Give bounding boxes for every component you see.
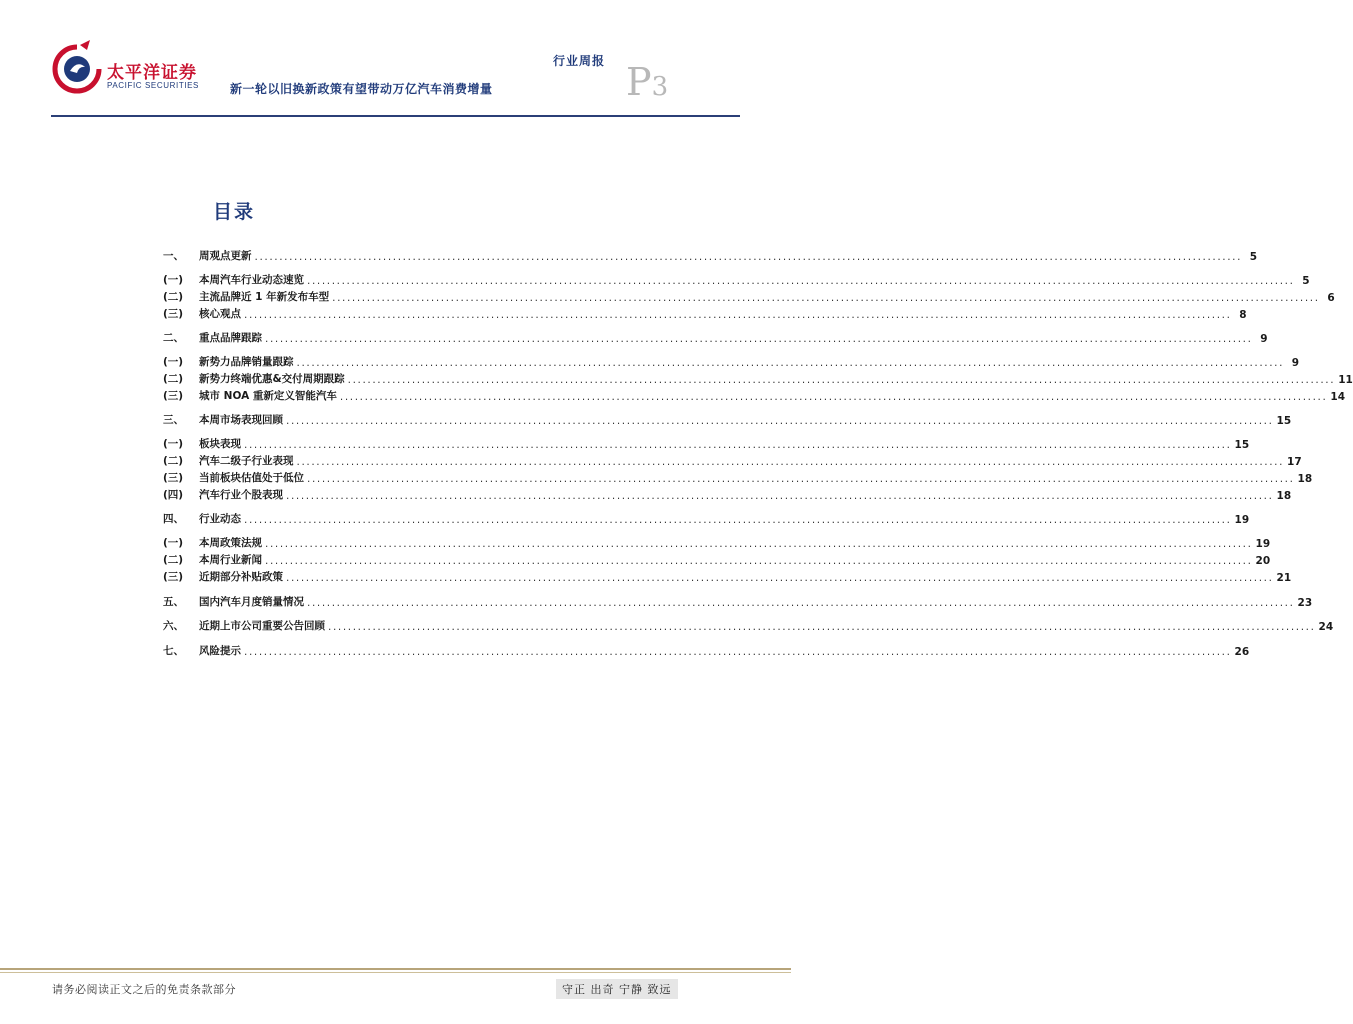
toc-entry-title: 本周市场表现回顾 — [199, 414, 283, 426]
toc-dot-leader: ........................................................................................................................................................................................................ — [286, 490, 1274, 502]
toc-entry-page: 11 — [1338, 374, 1353, 386]
toc-section-link[interactable] — [163, 511, 1250, 526]
toc-dot-leader: ........................................................................................................................................................................................................ — [265, 333, 1253, 345]
toc-entry-title: 周观点更新 — [199, 250, 252, 262]
toc-entry-title: 风险提示 — [199, 645, 241, 657]
toc-entry-page: 9 — [1260, 333, 1268, 345]
toc-entry-number: (二) — [163, 554, 184, 566]
toc-entry-page: 8 — [1239, 309, 1247, 321]
toc-entry-title: 板块表现 — [199, 438, 241, 450]
toc-entry-title: 本周行业新闻 — [199, 554, 262, 566]
toc-entry-page: 14 — [1330, 391, 1346, 403]
toc-subsection-link[interactable] — [163, 487, 1292, 502]
toc-entry-title: 本周政策法规 — [199, 537, 262, 549]
toc-dot-leader: ........................................................................................................................................................................................................ — [296, 357, 1285, 369]
toc-entry-page: 19 — [1255, 538, 1271, 550]
toc-entry-title: 城市 NOA 重新定义智能汽车 — [199, 390, 337, 402]
toc-dot-leader: ........................................................................................................................................................................................................ — [296, 456, 1285, 468]
toc-entry-title: 主流品牌近 1 年新发布车型 — [199, 291, 330, 303]
toc-dot-leader: ........................................................................................................................................................................................................ — [265, 555, 1253, 567]
toc-entry-number: (四) — [163, 489, 184, 501]
toc-subsection-link[interactable] — [163, 272, 1310, 287]
toc-entry-number: (一) — [163, 274, 184, 286]
toc-entry-number: (一) — [163, 537, 184, 549]
page-number — [626, 60, 668, 104]
toc-entry-number: (一) — [163, 356, 184, 368]
footer-divider — [0, 968, 791, 970]
toc-entry-title: 本周汽车行业动态速览 — [199, 274, 304, 286]
toc-entry-number: (三) — [163, 472, 184, 484]
toc-entry-page: 5 — [1302, 275, 1310, 287]
toc-dot-leader: ........................................................................................................................................................................................................ — [307, 597, 1295, 609]
toc-entry-page: 20 — [1255, 555, 1271, 567]
footer-motto: 守正 出奇 宁静 致远 — [556, 979, 678, 999]
toc-entry-number: (一) — [163, 438, 184, 450]
toc-subsection-link[interactable] — [163, 470, 1313, 485]
toc-dot-leader: ........................................................................................................................................................................................................ — [244, 514, 1232, 526]
toc-entry-number: 五、 — [163, 596, 184, 608]
toc-entry-page: 24 — [1318, 621, 1334, 633]
toc-dot-leader: ........................................................................................................................................................................................................ — [286, 572, 1274, 584]
toc-entry-page: 26 — [1234, 646, 1250, 658]
toc-dot-leader: ........................................................................................................................................................................................................ — [339, 391, 1328, 403]
toc-entry-number: (二) — [163, 291, 184, 303]
toc-section-link[interactable] — [163, 643, 1250, 658]
toc-entry-number: 四、 — [163, 513, 184, 525]
toc-dot-leader: ........................................................................................................................................................................................................ — [286, 415, 1274, 427]
toc-subsection-link[interactable] — [163, 388, 1346, 403]
toc-dot-leader: ........................................................................................................................................................................................................ — [307, 473, 1295, 485]
toc-dot-leader: ........................................................................................................................................................................................................ — [307, 275, 1295, 287]
toc-entry-page: 15 — [1276, 415, 1292, 427]
toc-section-link[interactable] — [163, 618, 1334, 633]
toc-dot-leader: ........................................................................................................................................................................................................ — [244, 646, 1232, 658]
toc-entry-number: 七、 — [163, 645, 184, 657]
toc-entry-title: 当前板块估值处于低位 — [199, 472, 304, 484]
toc-entry-number: 二、 — [163, 332, 184, 344]
toc-entry-number: (三) — [163, 571, 184, 583]
toc-entry-title: 新势力终端优惠&交付周期跟踪 — [199, 373, 345, 385]
footer-divider-thin — [0, 972, 791, 973]
toc-entry-title: 汽车二级子行业表现 — [199, 455, 294, 467]
toc-dot-leader: ........................................................................................................................................................................................................ — [332, 292, 1320, 304]
toc-entry-page: 5 — [1249, 251, 1258, 263]
toc-dot-leader: ........................................................................................................................................................................................................ — [328, 621, 1316, 633]
toc-subsection-link[interactable] — [163, 453, 1302, 468]
toc-entry-title: 重点品牌跟踪 — [199, 332, 262, 344]
toc-entry-title: 新势力品牌销量跟踪 — [199, 356, 294, 368]
toc-subsection-link[interactable] — [163, 289, 1335, 304]
toc-subsection-link[interactable] — [163, 569, 1292, 584]
toc-entry-page: 6 — [1327, 292, 1335, 304]
toc-entry-page: 9 — [1291, 357, 1300, 369]
toc-entry-page: 18 — [1297, 473, 1313, 485]
toc-entry-title: 汽车行业个股表现 — [199, 489, 283, 501]
toc-entry-page: 23 — [1297, 597, 1313, 609]
toc-entry-number: 六、 — [163, 620, 184, 632]
toc-dot-leader: ........................................................................................................................................................................................................ — [244, 309, 1232, 321]
footer-disclaimer: 请务必阅读正文之后的免责条款部分 — [52, 983, 236, 996]
toc-dot-leader: ........................................................................................................................................................................................................ — [254, 251, 1243, 263]
toc-entry-number: (二) — [163, 455, 184, 467]
toc-subsection-link[interactable] — [163, 306, 1247, 321]
toc-subsection-link[interactable] — [163, 552, 1271, 567]
toc-entry-number: 一、 — [163, 250, 184, 262]
document-title: 新一轮以旧换新政策有望带动万亿汽车消费增量 — [230, 82, 493, 96]
report-type: 行业周报 — [553, 54, 606, 68]
toc-section-link[interactable] — [163, 330, 1268, 345]
logo-name-cn: 太平洋证券 — [107, 63, 197, 83]
toc-subsection-link[interactable] — [163, 371, 1353, 386]
toc-dot-leader: ........................................................................................................................................................................................................ — [244, 439, 1232, 451]
toc-entry-number: (二) — [163, 373, 184, 385]
toc-entry-page: 19 — [1234, 514, 1250, 526]
toc-entry-page: 15 — [1234, 439, 1250, 451]
header-divider — [51, 115, 740, 117]
toc-subsection-link[interactable] — [163, 535, 1271, 550]
toc-entry-number: (三) — [163, 308, 184, 320]
toc-subsection-link[interactable] — [163, 436, 1250, 451]
toc-dot-leader: ........................................................................................................................................................................................................ — [347, 374, 1336, 386]
toc-section-link[interactable] — [163, 594, 1313, 609]
toc-entry-page: 21 — [1276, 572, 1292, 584]
logo-name-en: PACIFIC SECURITIES — [107, 81, 199, 90]
toc-subsection-link[interactable] — [163, 354, 1300, 369]
toc-entry-page: 18 — [1276, 490, 1292, 502]
toc-entry-number: 三、 — [163, 414, 184, 426]
page-prefix: P — [626, 60, 652, 104]
toc-section-link[interactable] — [163, 248, 1258, 263]
toc-dot-leader: ........................................................................................................................................................................................................ — [265, 538, 1253, 550]
toc-section-link[interactable] — [163, 412, 1292, 427]
page-digit: 3 — [651, 72, 669, 102]
toc-entry-title: 近期上市公司重要公告回顾 — [199, 620, 325, 632]
toc-entry-number: (三) — [163, 390, 184, 402]
toc-entry-title: 国内汽车月度销量情况 — [199, 596, 304, 608]
toc-entry-title: 行业动态 — [199, 513, 241, 525]
company-logo — [50, 40, 210, 98]
toc-entry-title: 核心观点 — [199, 308, 241, 320]
toc-entry-page: 17 — [1287, 456, 1302, 468]
toc-heading: 目录 — [213, 201, 256, 223]
pacific-logo-icon — [50, 40, 104, 96]
toc-entry-title: 近期部分补贴政策 — [199, 571, 283, 583]
